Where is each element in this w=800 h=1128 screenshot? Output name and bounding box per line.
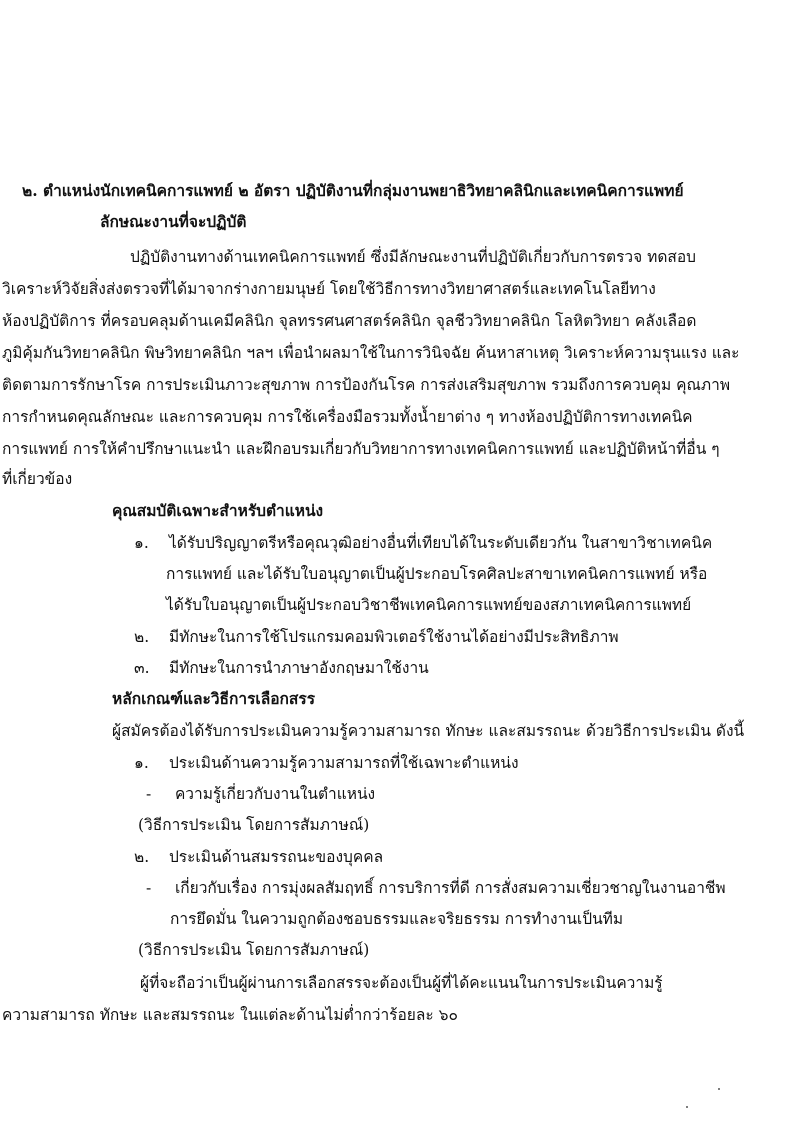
qualification-text: ได้รับปริญญาตรีหรือคุณวุฒิอย่างอื่นที่เทียบได้ในระดับเดียวกัน ในสาขาวิชาเทคนิค	[168, 534, 713, 552]
conclusion-line: ผู้ที่จะถือว่าเป็นผู้ผ่านการเลือกสรรจะต้องเป็นผู้ที่ได้คะแนนในการประเมินความรู้	[140, 974, 663, 992]
job-nature-line: ปฏิบัติงานทางด้านเทคนิคการแพทย์ ซึ่งมีลักษณะงานที่ปฏิบัติเกี่ยวกับการตรวจ ทดสอบ	[130, 248, 697, 266]
qualification-number: ๑.	[134, 534, 149, 552]
bullet-dash: -	[146, 879, 152, 897]
qualification-number: ๓.	[134, 659, 150, 677]
job-nature-line: ติดตามการรักษาโรค การประเมินภาวะสุขภาพ การป้องกันโรค การส่งเสริมสุขภาพ รวมถึงการควบคุม คุณภาพ	[2, 376, 731, 394]
job-nature-line: ห้องปฏิบัติการ ที่ครอบคลุมด้านเคมีคลินิก จุลทรรศนศาสตร์คลินิก จุลชีววิทยาคลินิก โลหิตวิทยา คลังเลือด	[2, 312, 697, 330]
qualification-item	[134, 626, 619, 648]
job-nature-heading: ลักษณะงานที่จะปฏิบัติ	[100, 212, 247, 231]
qualification-continuation: การแพทย์ และได้รับใบอนุญาตเป็นผู้ประกอบโรคศิลปะสาขาเทคนิคการแพทย์ หรือ	[166, 565, 708, 583]
selection-method: (วิธีการประเมิน โดยการสัมภาษณ์)	[138, 941, 370, 959]
job-nature-line: การแพทย์ การให้คำปรึกษาแนะนำ และฝึกอบรมเกี่ยวกับวิทยาการทางเทคนิคการแพทย์ และปฏิบัติหน้าที่อื่น ๆ	[2, 440, 720, 458]
job-nature-line: ที่เกี่ยวข้อง	[2, 470, 73, 488]
job-nature-line: ภูมิคุ้มกันวิทยาคลินิก พิษวิทยาคลินิก ฯลฯ เพื่อนำผลมาใช้ในการวินิจฉัย ค้นหาสาเหตุ วิเคราะห์ความรุนแรง และ	[2, 344, 740, 362]
selection-number: ๒.	[134, 848, 150, 866]
selection-item	[134, 846, 383, 868]
conclusion-line: ความสามารถ ทักษะ และสมรรถนะ ในแต่ละด้านไม่ต่ำกว่าร้อยละ ๖๐	[2, 1006, 458, 1024]
selection-bullet	[146, 783, 375, 805]
selection-item	[134, 752, 519, 774]
selection-heading: หลักเกณฑ์และวิธีการเลือกสรร	[112, 689, 316, 708]
section-heading	[22, 180, 684, 202]
selection-intro: ผู้สมัครต้องได้รับการประเมินความรู้ความสามารถ ทักษะ และสมรรถนะ ด้วยวิธีการประเมิน ดังนี้	[112, 722, 745, 740]
qualification-item	[134, 532, 712, 554]
bullet-continuation: การยึดมั่น ในความถูกต้องชอบธรรมและจริยธรรม การทำงานเป็นทีม	[170, 910, 624, 928]
selection-number: ๑.	[134, 754, 149, 772]
selection-bullet	[146, 877, 726, 899]
bullet-text: ความรู้เกี่ยวกับงานในตำแหน่ง	[174, 785, 376, 803]
qualification-continuation: ได้รับใบอนุญาตเป็นผู้ประกอบวิชาชีพเทคนิคการแพทย์ของสภาเทคนิคการแพทย์	[166, 596, 692, 614]
selection-title: ประเมินด้านความรู้ความสามารถที่ใช้เฉพาะตำแหน่ง	[168, 754, 519, 772]
job-nature-line: การกำหนดคุณลักษณะ และการควบคุม การใช้เครื่องมือรวมทั้งน้ำยาต่าง ๆ ทางห้องปฏิบัติการทางเทคนิค	[2, 408, 693, 426]
section-heading-text: ตำแหน่งนักเทคนิคการแพทย์ ๒ อัตรา ปฏิบัติงานที่กลุ่มงานพยาธิวิทยาคลินิกและเทคนิคการแพทย์	[43, 181, 684, 200]
selection-title: ประเมินด้านสมรรถนะของบุคคล	[168, 848, 384, 866]
qualifications-heading: คุณสมบัติเฉพาะสำหรับตำแหน่ง	[112, 501, 324, 520]
bullet-dash: -	[146, 785, 152, 803]
qualification-text: มีทักษะในการนำภาษาอังกฤษมาใช้งาน	[168, 659, 429, 677]
bullet-text: เกี่ยวกับเรื่อง การมุ่งผลสัมฤทธิ์ การบริการที่ดี การสั่งสมความเชี่ยวชาญในงานอาชีพ	[174, 879, 726, 897]
scan-speck	[718, 1088, 720, 1090]
scan-speck	[686, 1106, 688, 1108]
qualification-number: ๒.	[134, 628, 150, 646]
section-number: ๒.	[22, 181, 38, 200]
selection-method: (วิธีการประเมิน โดยการสัมภาษณ์)	[138, 816, 370, 834]
qualification-text: มีทักษะในการใช้โปรแกรมคอมพิวเตอร์ใช้งานได้อย่างมีประสิทธิภาพ	[168, 628, 619, 646]
job-nature-line: วิเคราะห์วิจัยสิ่งส่งตรวจที่ได้มาจากร่างกายมนุษย์ โดยใช้วิธีการทางวิทยาศาสตร์และเทคโนโลยีทาง	[2, 280, 656, 298]
qualification-item	[134, 657, 429, 679]
